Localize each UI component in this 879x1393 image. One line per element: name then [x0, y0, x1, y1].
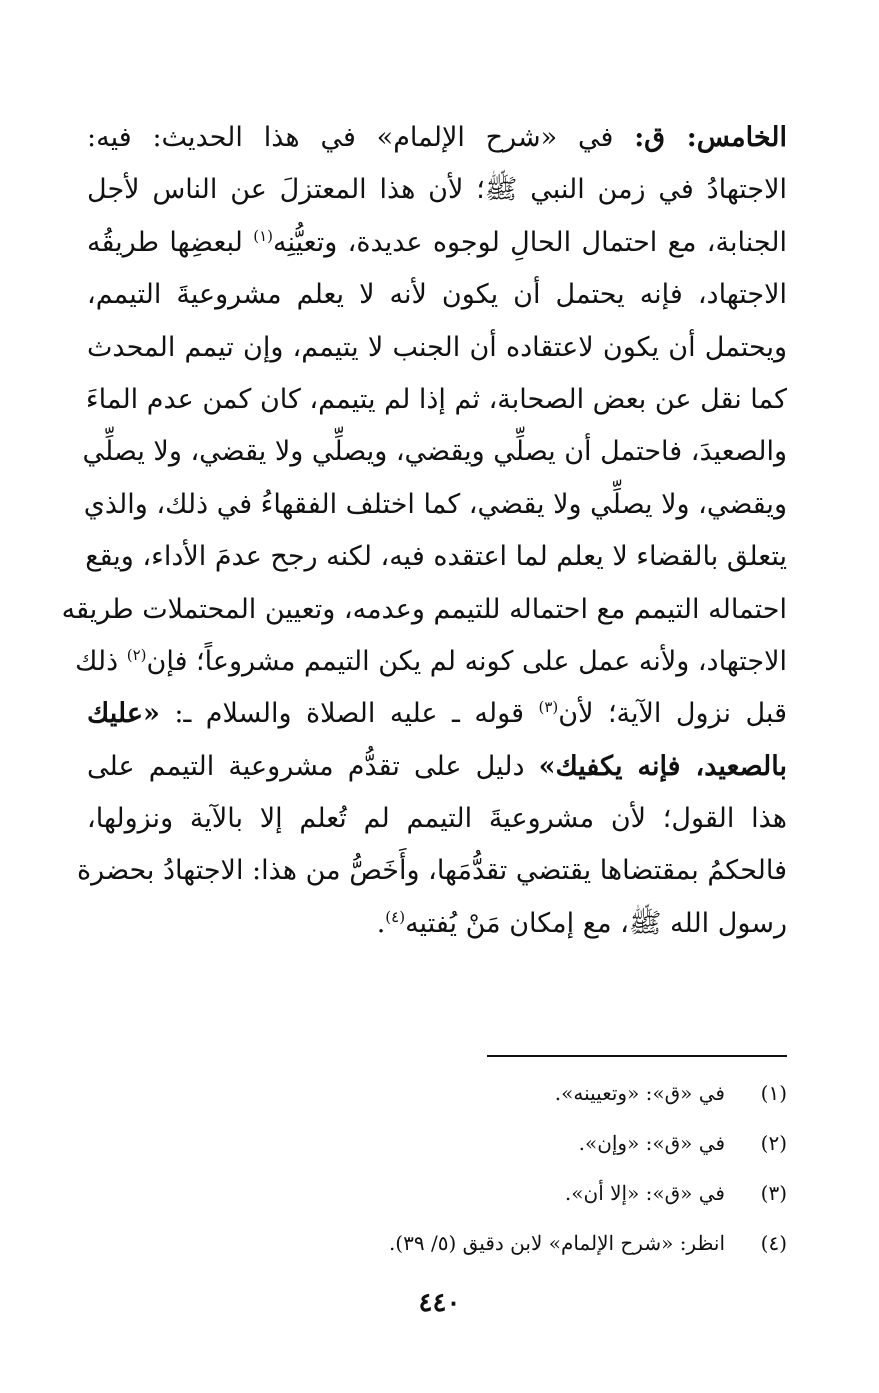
- footnotes: [87, 1068, 787, 1268]
- footnote: [87, 1218, 787, 1268]
- text-span: الاجتهاد، ولأنه عمل على كونه لم يكن التيمم مشروعاً؛ فإن: [146, 645, 787, 677]
- text-span: يتعلق بالقضاء لا يعلم لما اعتقده فيه، لكنه رجح عدمَ الأداء، ويقع: [85, 541, 787, 573]
- text-line: [61, 584, 787, 636]
- text-line: [87, 688, 787, 740]
- footnote-marker: (٢): [126, 645, 147, 664]
- text-line: [82, 426, 787, 478]
- footnote-number: (١): [760, 1081, 787, 1105]
- text-line: [87, 741, 787, 793]
- text-span: الاجتهادُ في زمن النبي ﷺ؛ لأن هذا المعتزلَ عن الناس لأجل: [87, 174, 787, 206]
- text-line: [87, 374, 787, 426]
- bold-hadith-text: بالصعيد، فإنه يكفيك»: [538, 750, 787, 782]
- text-line: [77, 845, 787, 897]
- footnote-number: (٣): [760, 1181, 787, 1205]
- text-span: دليل على تقدُّم مشروعية التيمم على: [87, 750, 539, 782]
- text-span: فالحكمُ بمقتضاها يقتضي تقدُّمَها، وأَخَصُّ من هذا: الاجتهادُ بحضرة: [77, 855, 787, 887]
- footnote: [87, 1068, 787, 1118]
- footnote-marker: (٤): [385, 907, 406, 926]
- text-span: الاجتهاد، فإنه يحتمل أن يكون لأنه لا يعلم مشروعيةَ التيمم،: [87, 279, 787, 311]
- main-text: [61, 112, 788, 950]
- text-line: [87, 322, 787, 374]
- footnote: [87, 1168, 787, 1218]
- footnote-text: انظر: «شرح الإلمام» لابن دقيق (٥/ ٣٩).: [388, 1231, 725, 1255]
- footnote-marker: (١): [253, 226, 273, 245]
- text-span: ذلك: [75, 645, 127, 677]
- bold-hadith-text: «عليك: [87, 698, 160, 730]
- text-line: [83, 479, 787, 531]
- text-span: والصعيدَ، فاحتمل أن يصلِّي ويقضي، ويصلِّي ولا يقضي، ولا يصلِّي: [82, 436, 787, 468]
- text-line: [87, 164, 787, 216]
- text-span: قبل نزول الآية؛ لأن: [558, 698, 787, 730]
- footnote-separator: [487, 1055, 787, 1057]
- bold-heading-text: الخامس: ق:: [634, 122, 787, 153]
- footnote-marker: (٣): [538, 698, 559, 717]
- text-line: [87, 112, 787, 164]
- footnote-number: (٤): [760, 1231, 787, 1255]
- footnote-text: في «ق»: «وتعيينه».: [554, 1081, 725, 1105]
- footnote-text: في «ق»: «وإن».: [578, 1131, 725, 1155]
- text-span: لبعضِها طريقُه: [87, 226, 254, 258]
- text-span: الجنابة، مع احتمال الحالِ لوجوه عديدة، وتعيُّنِه: [272, 226, 788, 258]
- text-line: [87, 531, 787, 583]
- text-span: في «شرح الإلمام» في هذا الحديث: فيه:: [87, 122, 635, 153]
- text-line: [87, 898, 787, 950]
- text-line: [75, 636, 787, 688]
- text-span: احتماله التيمم مع احتماله للتيمم وعدمه، وتعيين المحتملات طريقه: [61, 593, 787, 625]
- footnote-text: في «ق»: «إلا أن».: [564, 1181, 725, 1205]
- text-line: [87, 269, 787, 321]
- page-number: ٤٤٠: [418, 1288, 461, 1318]
- text-span: هذا القول؛ لأن مشروعيةَ التيمم لم تُعلم إلا بالآية ونزولها،: [87, 803, 787, 835]
- footnote: [87, 1118, 787, 1168]
- text-span: ويقضي، ولا يصلِّي ولا يقضي، كما اختلف الفقهاءُ في ذلك، والذي: [83, 488, 787, 520]
- text-span: قوله ـ عليه الصلاة والسلام ـ:: [159, 698, 539, 730]
- text-span: كما نقل عن بعض الصحابة، ثم إذا لم يتيمم، كان كمن عدم الماءَ: [85, 383, 787, 415]
- text-line: [87, 217, 787, 269]
- text-line: [87, 793, 787, 845]
- text-span: ويحتمل أن يكون لاعتقاده أن الجنب لا يتيمم، وإن تيمم المحدث: [87, 331, 787, 363]
- footnote-number: (٢): [760, 1131, 787, 1155]
- text-span: رسول الله ﷺ، مع إمكان مَنْ يُفتيه: [405, 907, 787, 939]
- text-span: .: [376, 907, 386, 939]
